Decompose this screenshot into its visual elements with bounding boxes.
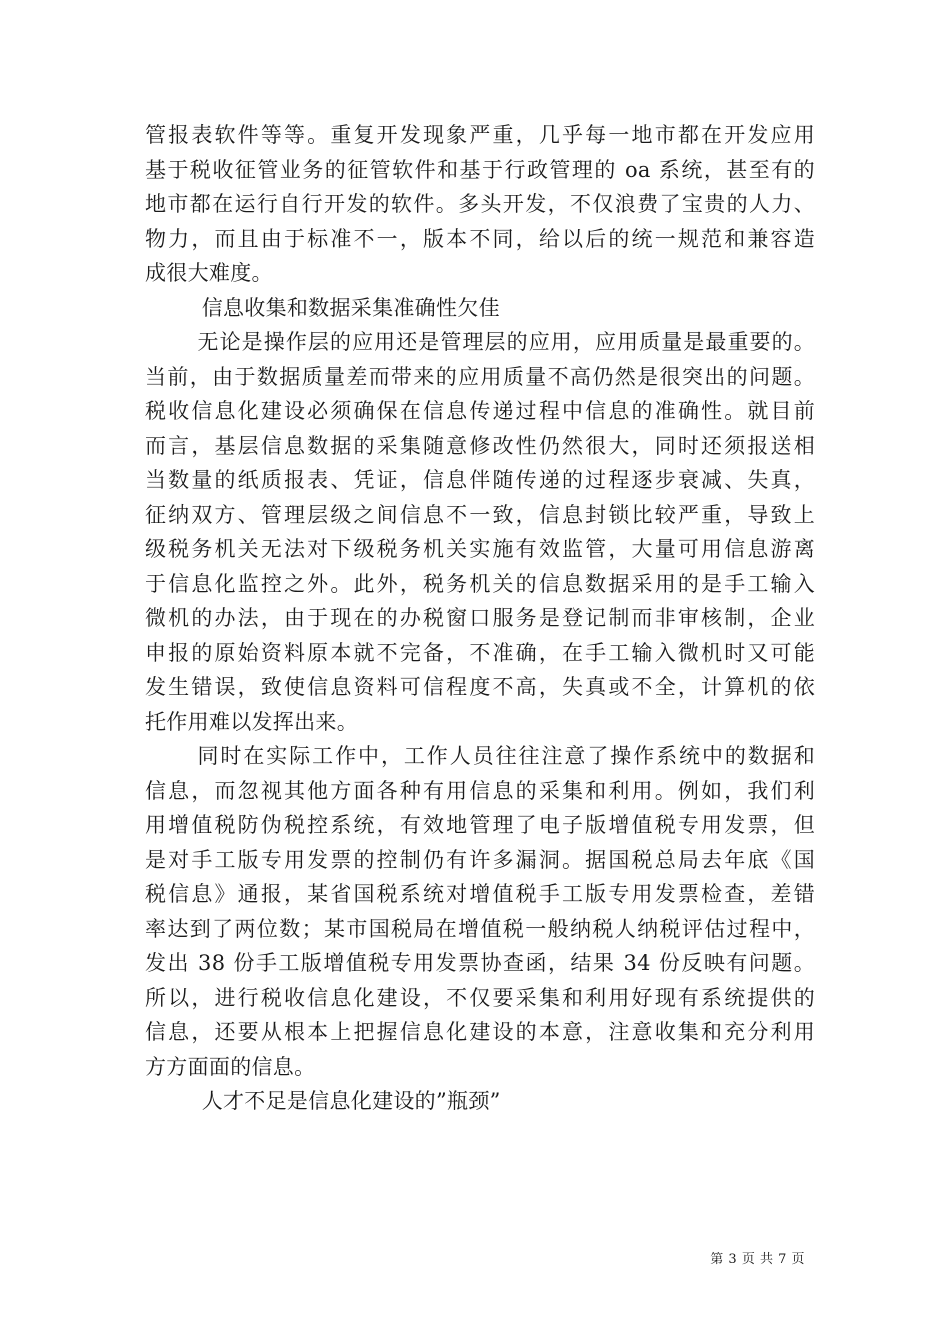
text-line: 而言，基层信息数据的采集随意修改性仍然很大，同时还须报送相 <box>145 433 815 458</box>
text-line: 信息，还要从根本上把握信息化建设的本意，注意收集和充分利用 <box>145 1020 815 1044</box>
text-line: 所以，进行税收信息化建设，不仅要采集和利用好现有系统提供的 <box>145 985 815 1010</box>
text-line: 税收信息化建设必须确保在信息传递过程中信息的准确性。就目前 <box>145 399 815 423</box>
section-heading-talent-bottleneck: 人才不足是信息化建设的”瓶颈” <box>201 1089 501 1113</box>
text-line: 当前，由于数据质量差而带来的应用质量不高仍然是很突出的问题。 <box>145 364 815 389</box>
text-line: 税信息》通报，某省国税系统对增值税手工版专用发票检查，差错 <box>145 882 815 906</box>
text-line: 托作用难以发挥出来。 <box>145 709 358 734</box>
text-line: 发生错误，致使信息资料可信程度不高，失真或不全，计算机的依 <box>145 675 815 699</box>
document-body <box>145 118 815 1119</box>
text-line: 管报表软件等等。重复开发现象严重，几乎每一地市都在开发应用 <box>145 123 815 147</box>
text-line: 方方面面的信息。 <box>145 1054 316 1079</box>
text-line: 同时在实际工作中，工作人员往往注意了操作系统中的数据和 <box>197 744 815 768</box>
section-heading-data-accuracy: 信息收集和数据采集准确性欠佳 <box>201 295 500 320</box>
text-line: 于信息化监控之外。此外，税务机关的信息数据采用的是手工输入 <box>145 571 815 596</box>
text-line: 征纳双方、管理层级之间信息不一致，信息封锁比较严重，导致上 <box>145 502 815 527</box>
text-line: 无论是操作层的应用还是管理层的应用，应用质量是最重要的。 <box>197 330 815 354</box>
text-line: 地市都在运行自行开发的软件。多头开发，不仅浪费了宝贵的人力、 <box>145 192 815 216</box>
page-number-footer: 第 3 页 共 7 页 <box>710 1252 805 1267</box>
paragraph-data-quality <box>145 325 815 739</box>
text-line: 是对手工版专用发票的控制仍有许多漏洞。据国税总局去年底《国 <box>145 847 815 872</box>
text-line: 级税务机关无法对下级税务机关实施有效监管，大量可用信息游离 <box>145 537 815 561</box>
text-line: 成很大难度。 <box>145 261 273 285</box>
text-line: 物力，而且由于标准不一，版本不同，给以后的统一规范和兼容造 <box>145 226 815 251</box>
text-line: 用增值税防伪税控系统，有效地管理了电子版增值税专用发票，但 <box>145 813 815 837</box>
text-line: 当数量的纸质报表、凭证，信息伴随传递的过程逐步衰减、失真， <box>145 468 815 492</box>
text-line: 基于税收征管业务的征管软件和基于行政管理的 oa 系统，甚至有的 <box>145 157 815 182</box>
text-line: 率达到了两位数；某市国税局在增值税一般纳税人纳税评估过程中， <box>145 916 815 941</box>
text-line: 申报的原始资料原本就不完备，不准确，在手工输入微机时又可能 <box>145 640 815 665</box>
text-line: 发出 38 份手工版增值税专用发票协查函，结果 34 份反映有问题。 <box>145 951 815 975</box>
paragraph-continuation <box>145 118 815 291</box>
text-line: 信息，而忽视其他方面各种有用信息的采集和利用。例如，我们利 <box>145 778 815 803</box>
text-line: 微机的办法，由于现在的办税窗口服务是登记制而非审核制，企业 <box>145 606 815 630</box>
paragraph-information-usage <box>145 739 815 1084</box>
